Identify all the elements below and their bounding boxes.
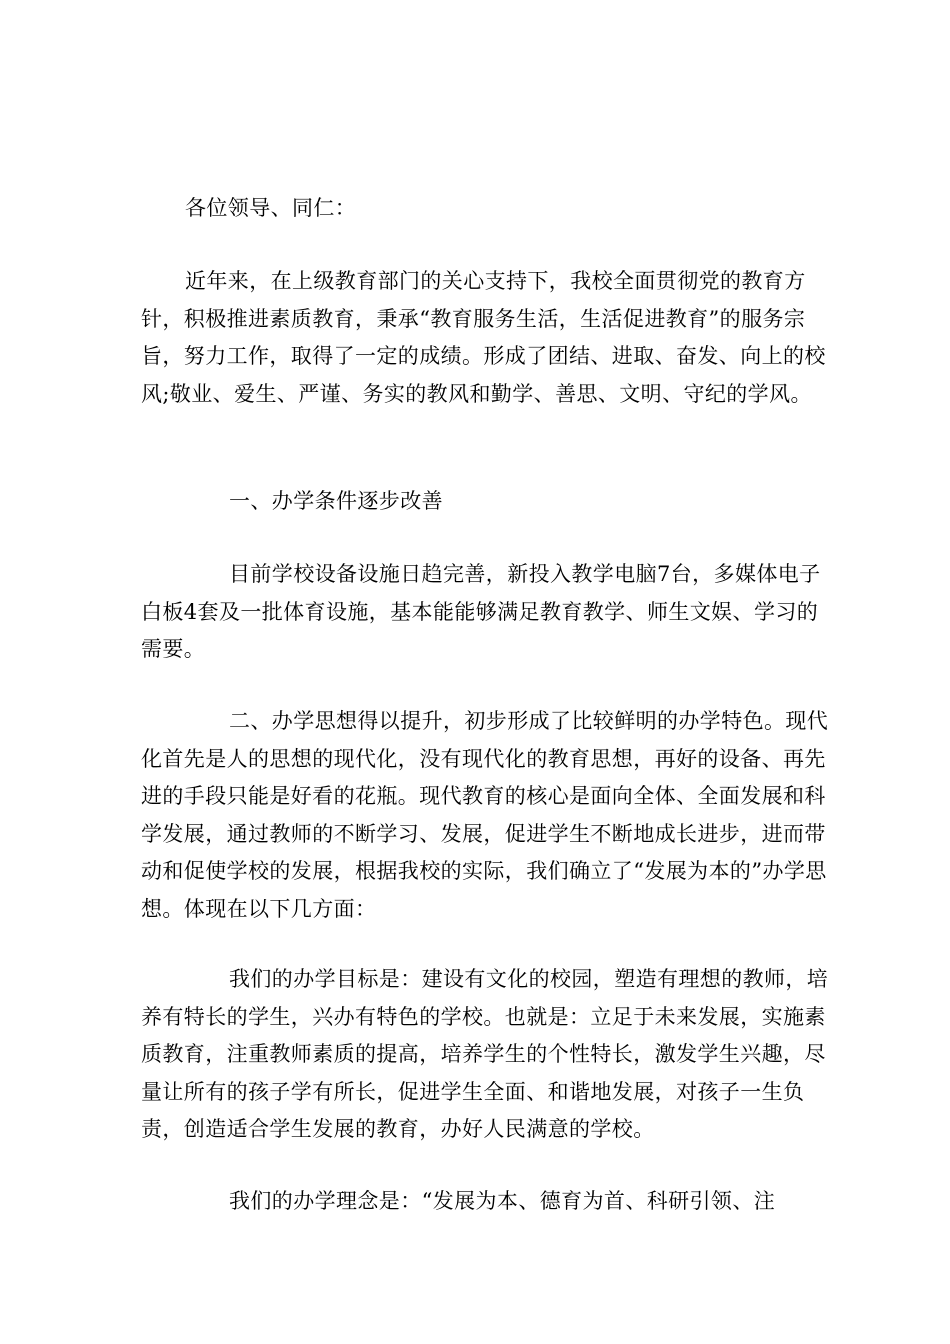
paragraph-philosophy: 我们的办学理念是：“发展为本、德育为首、科研引领、注 [229, 1189, 776, 1213]
paragraph-intro: 近年来，在上级教育部门的关心支持下，我校全面贯彻党的教育方针，积极推进素质教育，秉承“教育服务生活，生活促进教育”的服务宗旨，努力工作，取得了一定的成绩。形成了团结、进取、奋发、向上的校风;敬业、爱生、严谨、务实的教风和勤学、善思、文明、守纪的学风。 [141, 269, 826, 406]
paragraph-section-two: 二、办学思想得以提升，初步形成了比较鲜明的办学特色。现代化首先是人的思想的现代化，没有现代化的教育思想，再好的设备、再先进的手段只能是好看的花瓶。现代教育的核心是面向全体、全面发展和科学发展，通过教师的不断学习、发展，促进学生不断地成长进步，进而带动和促使学校的发展，根据我校的实际，我们确立了“发展为本的”办学思想。体现在以下几方面： [141, 709, 829, 921]
heading-section-one: 一、办学条件逐步改善 [229, 489, 443, 513]
salutation: 各位领导、同仁： [185, 196, 357, 220]
paragraph-goals: 我们的办学目标是：建设有文化的校园，塑造有理想的教师，培养有特长的学生，兴办有特色的学校。也就是：立足于未来发展，实施素质教育，注重教师素质的提高，培养学生的个性特长，激发学生兴趣，尽量让所有的孩子学有所长，促进学生全面、和谐地发展，对孩子一生负责，创造适合学生发展的教育，办好人民满意的学校。 [141, 967, 829, 1141]
paragraph-facilities: 目前学校设备设施日趋完善，新投入教学电脑7台，多媒体电子白板4套及一批体育设施，基本能能够满足教育教学、师生文娱、学习的需要。 [141, 562, 821, 661]
